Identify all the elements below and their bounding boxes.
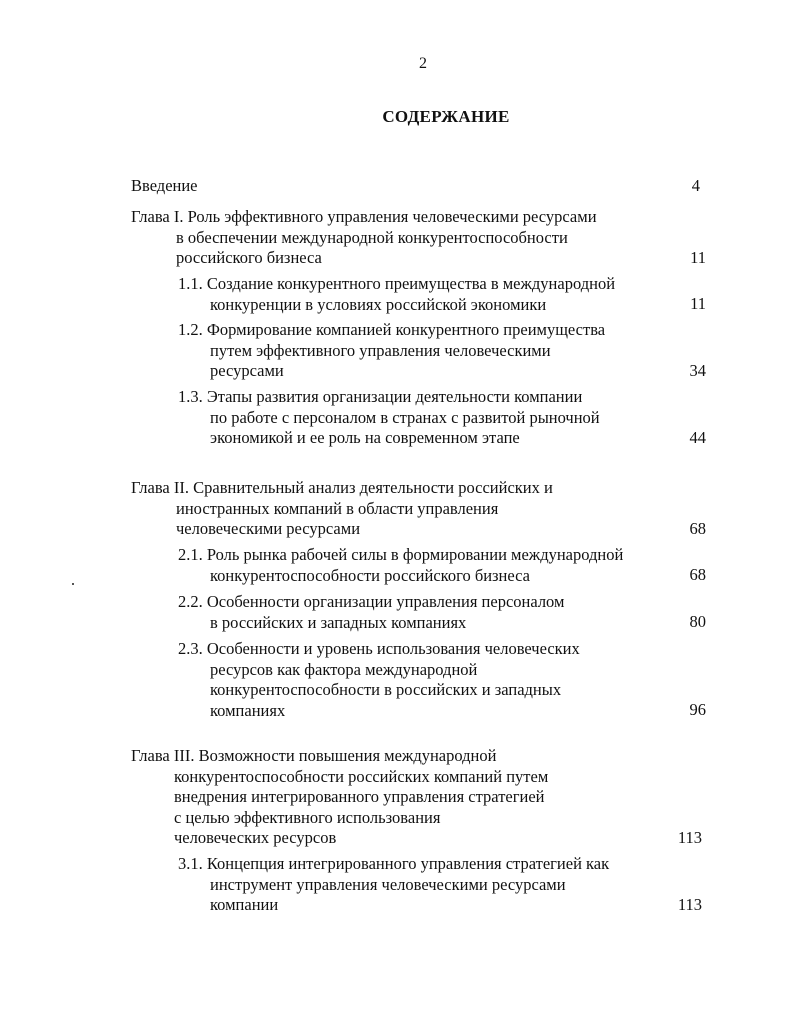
- toc-entry-section-2-1: [178, 545, 623, 586]
- toc-line: человеческих ресурсов: [174, 828, 337, 847]
- toc-page-number: 96: [689, 700, 706, 719]
- toc-line: экономикой и ее роль на современном этапе: [210, 428, 520, 447]
- toc-line: инструмент управления человеческими ресурсами: [210, 874, 566, 894]
- toc-entry-section-2-2: [178, 592, 564, 633]
- toc-line: 2.3. Особенности и уровень использования человеческих: [178, 639, 580, 658]
- toc-line: ресурсами: [210, 361, 284, 380]
- toc-entry-chapter-1: [131, 207, 597, 269]
- toc-page-number: 80: [689, 612, 706, 631]
- toc-line: компании: [210, 895, 279, 914]
- scan-speck: [72, 583, 74, 585]
- toc-entry-introduction: [131, 176, 198, 197]
- toc-page-number: 44: [689, 428, 706, 447]
- toc-line: 1.3. Этапы развития организации деятельности компании: [178, 387, 583, 406]
- toc-line: Глава III. Возможности повышения международной: [131, 746, 497, 765]
- toc-line: ресурсов как фактора международной: [210, 659, 478, 679]
- toc-page-number: 11: [690, 294, 706, 313]
- toc-line: в обеспечении международной конкурентоспособности: [176, 227, 568, 247]
- toc-line: Глава I. Роль эффективного управления человеческими ресурсами: [131, 207, 597, 226]
- page-number: 2: [419, 55, 427, 72]
- toc-page-number: 4: [691, 176, 700, 195]
- table-of-contents-title: СОДЕРЖАНИЕ: [382, 107, 510, 126]
- toc-page-number: 68: [689, 519, 706, 538]
- toc-line: конкурентоспособности в российских и западных: [210, 680, 562, 699]
- toc-entry-section-1-2: [178, 320, 605, 382]
- toc-entry-section-3-1: [178, 854, 609, 916]
- toc-line: путем эффективного управления человеческими: [210, 340, 551, 360]
- toc-line: конкуренции в условиях российской экономики: [210, 294, 547, 314]
- toc-line: конкурентоспособности российских компаний путем: [174, 766, 549, 786]
- toc-line: 3.1. Концепция интегрированного управления стратегией как: [178, 854, 610, 873]
- toc-line: компаниях: [210, 700, 286, 720]
- toc-page-number: 113: [677, 828, 702, 847]
- toc-line: в российских и западных компаниях: [210, 612, 467, 632]
- toc-line: 1.1. Создание конкурентного преимущества в международной: [178, 274, 616, 293]
- toc-page-number: 113: [677, 895, 702, 914]
- toc-entry-section-1-1: [178, 274, 615, 315]
- toc-entry-chapter-3: [131, 746, 548, 849]
- toc-line: 2.1. Роль рынка рабочей силы в формировании международной: [178, 545, 624, 564]
- toc-entry-section-1-3: [178, 387, 600, 449]
- toc-page-number: 34: [689, 361, 706, 380]
- toc-line: российского бизнеса: [176, 248, 322, 267]
- toc-line: внедрения интегрированного управления стратегией: [174, 787, 545, 806]
- toc-entry-chapter-2: [131, 478, 553, 540]
- toc-page-number: 68: [689, 565, 706, 584]
- toc-line: иностранных компаний в области управления: [176, 498, 499, 518]
- toc-line: 2.2. Особенности организации управления персоналом: [178, 592, 565, 611]
- toc-line: Глава II. Сравнительный анализ деятельности российских и: [131, 478, 553, 497]
- toc-line: по работе с персоналом в странах с развитой рыночной: [210, 407, 600, 427]
- toc-line: Введение: [131, 176, 198, 195]
- toc-line: человеческими ресурсами: [176, 519, 361, 538]
- toc-entry-section-2-3: [178, 639, 580, 721]
- toc-page-number: 11: [690, 248, 706, 267]
- toc-line: конкурентоспособности российского бизнеса: [210, 565, 530, 585]
- toc-line: с целью эффективного использования: [174, 807, 441, 827]
- toc-line: 1.2. Формирование компанией конкурентного преимущества: [178, 320, 606, 339]
